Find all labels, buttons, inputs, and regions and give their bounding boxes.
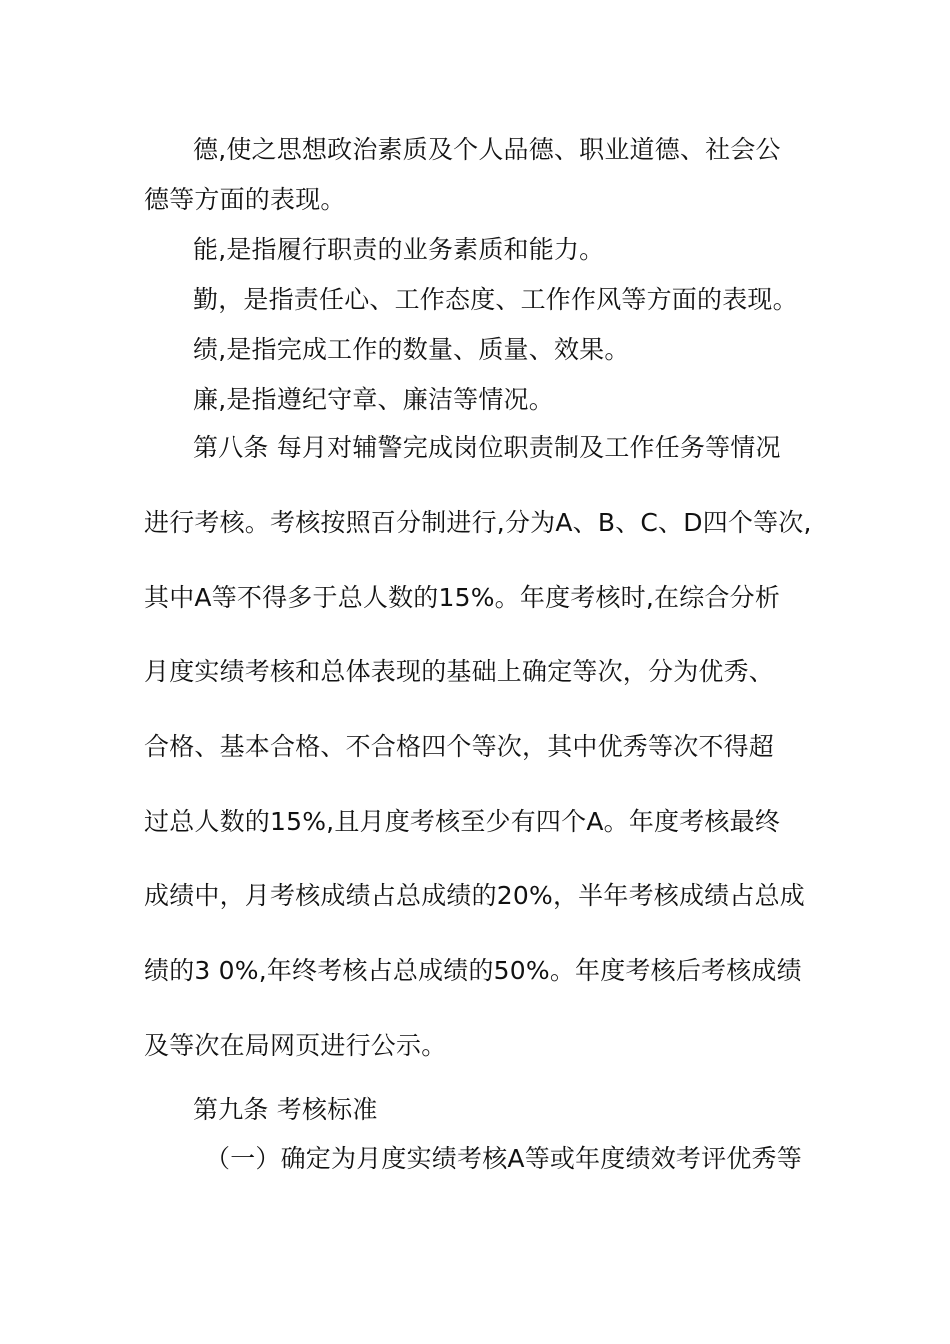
article-8-line-5: 合格、基本合格、不合格四个等次，其中优秀等次不得超: [144, 732, 775, 761]
article-8-line-4: 月度实绩考核和总体表现的基础上确定等次，分为优秀、: [144, 657, 775, 686]
paragraph-line-ji: 绩,是指完成工作的数量、质量、效果。: [193, 335, 630, 364]
article-8-line-8: 绩的3 0%,年终考核占总成绩的50%。年度考核后考核成绩: [144, 956, 802, 985]
article-8-heading-line: 第八条 每月对辅警完成岗位职责制及工作任务等情况: [193, 433, 781, 462]
article-8-line-2: 进行考核。考核按照百分制进行,分为A、B、C、D四个等次,: [144, 508, 812, 537]
paragraph-line-de: 德,使之思想政治素质及个人品德、职业道德、社会公: [193, 135, 781, 164]
article-9-heading: 第九条 考核标准: [193, 1095, 378, 1124]
article-8-line-6: 过总人数的15%,且月度考核至少有四个A。年度考核最终: [144, 807, 781, 836]
article-8-line-3: 其中A等不得多于总人数的15%。年度考核时,在综合分析: [144, 583, 781, 612]
paragraph-line-neng: 能,是指履行职责的业务素质和能力。: [193, 235, 605, 264]
article-8-line-7: 成绩中，月考核成绩占总成绩的20%，半年考核成绩占总成: [144, 881, 805, 910]
paragraph-line-qin: 勤，是指责任心、工作态度、工作作风等方面的表现。: [193, 285, 798, 314]
paragraph-line-de-cont: 德等方面的表现。: [144, 185, 346, 214]
article-8-line-9: 及等次在局网页进行公示。: [144, 1031, 447, 1060]
article-9-item-1-line: （一）确定为月度实绩考核A等或年度绩效考评优秀等: [205, 1144, 802, 1173]
paragraph-line-lian: 廉,是指遵纪守章、廉洁等情况。: [193, 385, 554, 414]
